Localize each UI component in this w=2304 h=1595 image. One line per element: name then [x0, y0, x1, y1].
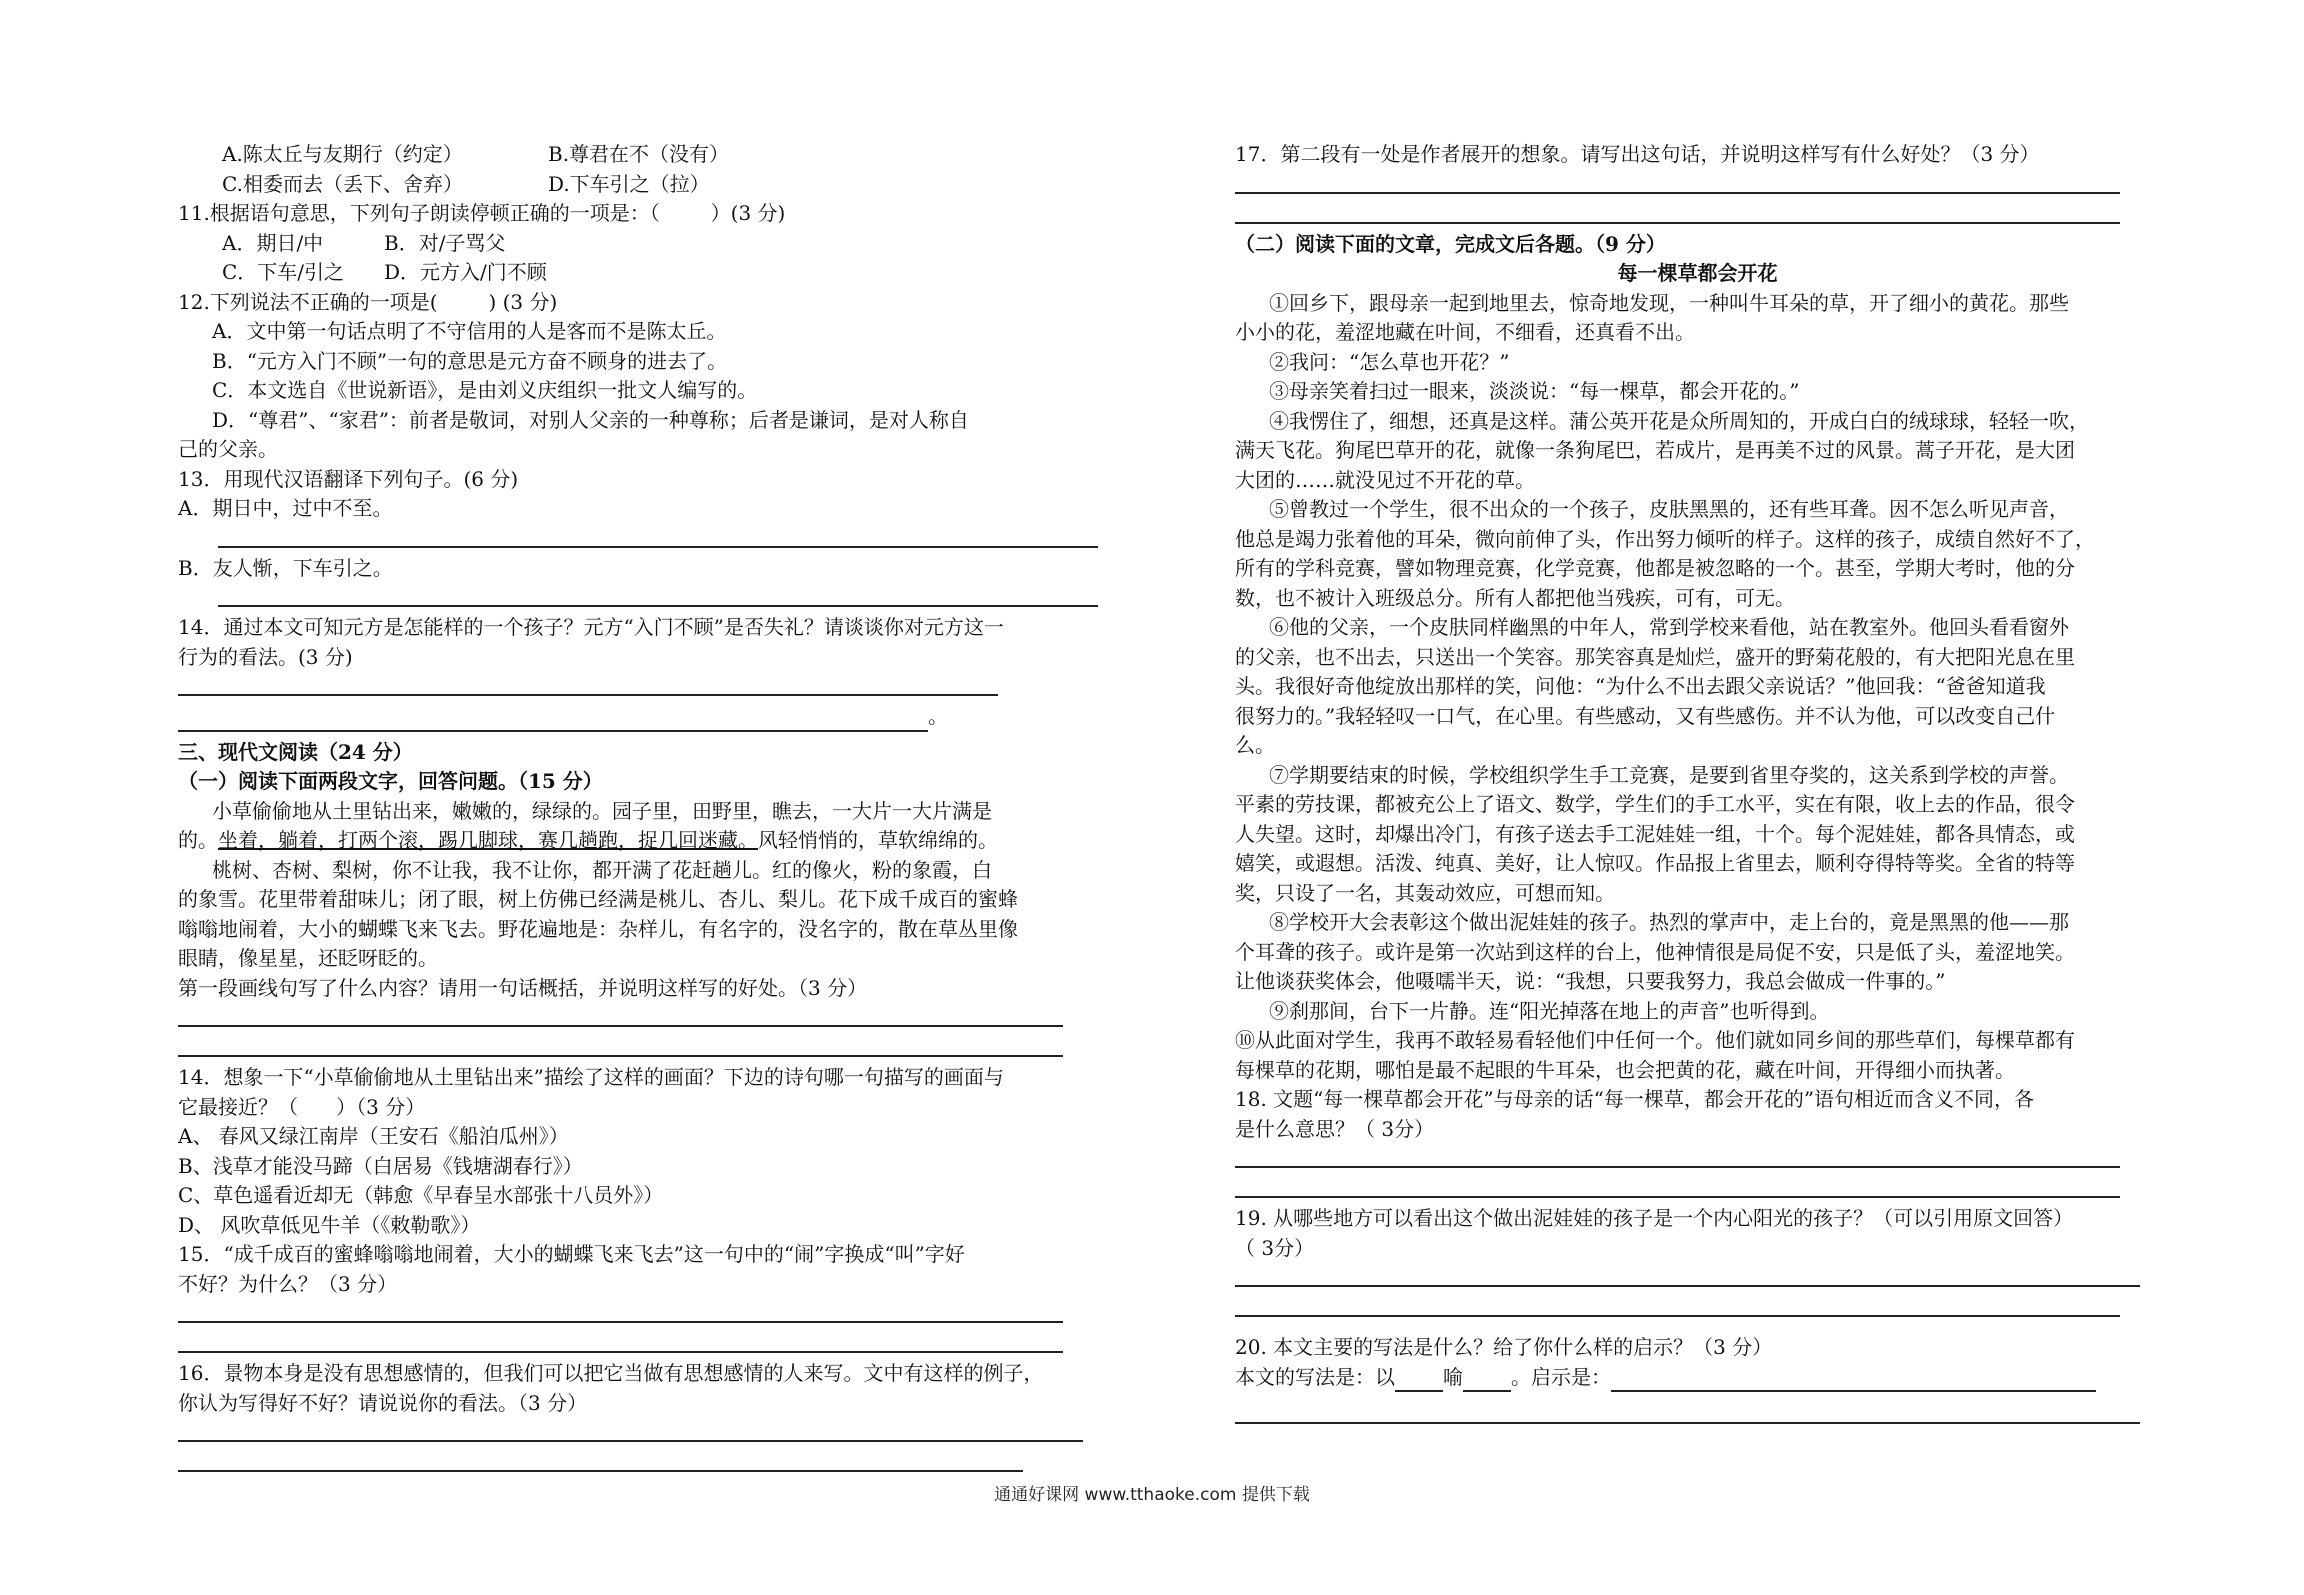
spacer	[1235, 1323, 2160, 1333]
q16-answer-line2[interactable]	[178, 1448, 1023, 1472]
q15-answer-line1[interactable]	[178, 1299, 1063, 1323]
q20-blank-1[interactable]	[1395, 1368, 1443, 1392]
q16-stem-line2: 你认为写得好不好？请说说你的看法。（3 分）	[178, 1390, 588, 1415]
article-line-19: 人失望。这时，却爆出冷门，有孩子送去手工泥娃娃一组，十个。每个泥娃娃，都各具情态，或	[1235, 821, 2075, 846]
article-line-12: ⑥他的父亲，一个皮肤同样幽黑的中年人，常到学校来看他，站在教室外。他回头看看窗外	[1269, 615, 2069, 639]
q17-answer-line2[interactable]	[1235, 200, 2120, 224]
q17-stem: 17．第二段有一处是作者展开的想象。请写出这句话，并说明这样写有什么好处？（3 分）	[1235, 142, 2040, 166]
article-line-22: ⑧学校开大会表彰这个做出泥娃娃的孩子。热烈的掌声中，走上台的，竟是黑黑的他——那	[1269, 910, 2069, 934]
article-line-24: 让他谈获奖体会，他嗫嚅半天，说：“我想，只要我努力，我总会做成一件事的。”	[1235, 969, 1946, 993]
passage1-para1-line2	[178, 826, 1098, 856]
article-line-11: 数，也不被计入班级总分。所有人都把他当残疾，可有，可无。	[1235, 585, 1795, 610]
article-line-25: ⑨刹那间，台下一片静。连“阳光掉落在地上的声音”也听得到。	[1269, 998, 1830, 1023]
q10-option-d: D.下车引之（拉）	[548, 171, 710, 196]
q20-metaphor-label: 喻	[1443, 1364, 1463, 1389]
q12-stem: 12.下列说法不正确的一项是( ) (3 分)	[178, 289, 558, 314]
q18-stem-line2: 是什么意思？（ 3分）	[1235, 1116, 1435, 1141]
q10-option-c: C.相委而去（丢下、舍弃）	[222, 171, 463, 196]
q10-options-row1	[178, 140, 1098, 170]
article-line-4: ③母亲笑着扫过一眼来，淡淡说：“每一棵草，都会开花的。”	[1269, 379, 1800, 403]
q13-stem: 13．用现代汉语翻译下列句子。(6 分)	[178, 466, 519, 491]
article-line-16: 么。	[1235, 733, 1275, 757]
article-line-20: 嬉笑，或遐想。活泼、纯真、美好，让人惊叹。作品报上省里去，顺利夺得特等奖。全省的特等	[1235, 851, 2075, 875]
right-column	[1235, 140, 2160, 1430]
q19-answer-line1[interactable]	[1235, 1263, 2140, 1287]
q16-stem-line1: 16．景物本身是没有思想感情的，但我们可以把它当做有思想感情的人来写。文中有这样的例子，	[178, 1361, 1044, 1385]
q20-method-label: 本文的写法是：以	[1235, 1364, 1395, 1389]
q15-stem-line1: 15．“成千成百的蜜蜂嗡嗡地闹着，大小的蝴蝶飞来飞去”这一句中的“闹”字换成“叫”字好	[178, 1242, 965, 1266]
article-line-27: 每棵草的花期，哪怕是最不起眼的牛耳朵，也会把黄的花，藏在叶间，开得细小而执著。	[1235, 1057, 2015, 1082]
q20-answer-line[interactable]	[1235, 1400, 2140, 1424]
q14b-option-b: B、浅草才能没马蹄（白居易《钱塘湖春行》）	[178, 1153, 583, 1178]
q14a-period: 。	[928, 704, 948, 728]
q11-stem: 11.根据语句意思，下列句子朗读停顿正确的一项是：（ ）(3 分)	[178, 201, 786, 225]
q-first-answer-line1[interactable]	[178, 1003, 1063, 1027]
q14a-stem-line1: 14．通过本文可知元方是怎能样的一个孩子？元方“入门不顾”是否失礼？请谈谈你对元方这一	[178, 615, 1004, 639]
subsection2-title: （二）阅读下面的文章，完成文后各题。（9 分）	[1235, 231, 1666, 256]
article-line-10: 所有的学科竞赛，譬如物理竞赛，化学竞赛，他都是被忽略的一个。甚至，学期大考时，他的分	[1235, 556, 2075, 580]
article-line-2: 小小的花，羞涩地藏在叶间，不细看，还真看不出。	[1235, 320, 1695, 344]
article-line-18: 平素的劳技课，都被充公上了语文、数学，学生们的手工水平，实在有限，收上去的作品，很令	[1235, 792, 2075, 816]
q12-option-d-line2: 己的父亲。	[178, 437, 278, 461]
q14a-answer-row2	[178, 702, 1098, 732]
q14a-answer-line1[interactable]	[178, 672, 998, 696]
article-line-26: ⑩从此面对学生，我再不敢轻易看轻他们中任何一个。他们就如同乡间的那些草们，每棵草都有	[1235, 1028, 2075, 1052]
q11-option-b: B．对/子骂父	[384, 230, 506, 255]
footer-source: 通通好课网 www.tthaoke.com 提供下载	[994, 1485, 1310, 1505]
passage1-para2-line4: 眼睛，像星星，还眨呀眨的。	[178, 946, 438, 970]
q14b-option-d: D、 风吹草低见牛羊（《敕勒歌》）	[178, 1212, 481, 1237]
article-line-1: ①回乡下，跟母亲一起到地里去，惊奇地发现，一种叫牛耳朵的草，开了细小的黄花。那些	[1269, 290, 2069, 315]
q10-option-b: B.尊君在不（没有）	[548, 142, 730, 166]
q18-answer-line2[interactable]	[1235, 1174, 2120, 1198]
q11-option-a: A．期日/中	[222, 230, 324, 255]
q10-options-row2	[178, 170, 1098, 200]
q19-stem-line2: （ 3分）	[1235, 1235, 1315, 1260]
q10-option-a: A.陈太丘与友期行（约定）	[222, 142, 463, 166]
q19-stem-line1: 19. 从哪些地方可以看出这个做出泥娃娃的孩子是一个内心阳光的孩子？（可以引用原文回答）	[1235, 1206, 2074, 1230]
q14a-stem-line2: 行为的看法。(3 分)	[178, 644, 353, 669]
q12-option-a: A．文中第一句话点明了不守信用的人是客而不是陈太丘。	[212, 319, 727, 343]
passage1-para2-line1: 桃树、杏树、梨树，你不让我，我不让你，都开满了花赶趟儿。红的像火，粉的象霞，白	[212, 857, 992, 882]
article-line-6: 满天飞花。狗尾巴草开的花，就像一条狗尾巴，若成片，是再美不过的风景。蒿子开花，是大团	[1235, 438, 2075, 462]
q12-option-c: C．本文选自《世说新语》，是由刘义庆组织一批文人编写的。	[212, 378, 758, 402]
q20-blank-3[interactable]	[1611, 1368, 2096, 1392]
question-first-para: 第一段画线句写了什么内容？请用一句话概括，并说明这样写的好处。（3 分）	[178, 975, 868, 1000]
article-line-7: 大团的……就没见过不开花的草。	[1235, 467, 1535, 492]
passage1-suffix: 风轻悄悄的，草软绵绵的。	[758, 828, 998, 852]
q20-stem: 20. 本文主要的写法是什么？给了你什么样的启示？（3 分）	[1235, 1335, 1773, 1359]
q11-options-row1	[178, 229, 1098, 259]
q16-answer-line1[interactable]	[178, 1418, 1083, 1442]
q-first-answer-line2[interactable]	[178, 1033, 1063, 1057]
q11-option-d: D．元方入/门不顾	[384, 260, 547, 284]
q11-options-row2	[178, 258, 1098, 288]
q20-blank-2[interactable]	[1463, 1368, 1511, 1392]
article-line-15: 很努力的。”我轻轻叹一口气，在心里。有些感动，又有些感伤。并不认为他，可以改变自己什	[1235, 703, 2056, 728]
article-title: 每一棵草都会开花	[1617, 261, 1778, 285]
article-line-5: ④我愣住了，细想，还真是这样。蒲公英开花是众所周知的，开成白白的绒球球，轻轻一吹，	[1269, 408, 2089, 433]
q18-stem-line1: 18. 文题“每一棵草都会开花”与母亲的话“每一棵草，都会开花的”语句相近而含义不同，各	[1235, 1087, 2035, 1111]
q14b-stem-line1: 14．想象一下“小草偷偷地从土里钻出来”描绘了这样的画面？下边的诗句哪一句描写的画面与	[178, 1065, 1004, 1089]
q13-item-b: B．友人惭，下车引之。	[178, 555, 393, 580]
article-line-23: 个耳聋的孩子。或许是第一次站到这样的台上，他神情很是局促不安，只是低了头，羞涩地笑。	[1235, 939, 2075, 964]
article-line-21: 奖，只设了一名，其轰动效应，可想而知。	[1235, 880, 1615, 905]
q19-answer-line2[interactable]	[1235, 1293, 2120, 1317]
article-line-8: ⑤曾教过一个学生，很不出众的一个孩子，皮肤黑黑的，还有些耳聋。因不怎么听见声音，	[1269, 497, 2069, 521]
q20-inspiration-label: 。启示是：	[1511, 1364, 1611, 1389]
q13b-answer-line[interactable]	[218, 583, 1098, 607]
left-column	[178, 140, 1098, 1478]
q12-option-d-line1: D．“尊君”、“家君”：前者是敬词，对别人父亲的一种尊称；后者是谦词，是对人称自	[212, 407, 969, 432]
passage1-para1-line1: 小草偷偷地从土里钻出来，嫩嫩的，绿绿的。园子里，田野里，瞧去，一大片一大片满是	[212, 798, 992, 823]
passage1-prefix: 的。	[178, 828, 218, 852]
q20-fill-row	[1235, 1363, 2160, 1393]
article-line-3: ②我问：“怎么草也开花？”	[1269, 349, 1510, 374]
q14b-option-a: A、 春风又绿江南岸（王安石《船泊瓜州》）	[178, 1124, 569, 1148]
article-line-14: 头。我很好奇他绽放出那样的笑，问他：“为什么不出去跟父亲说话？”他回我：“爸爸知道我	[1235, 674, 2046, 698]
passage1-para2-line2: 的象雪。花里带着甜味儿；闭了眼，树上仿佛已经满是桃儿、杏儿、梨儿。花下成千成百的蜜蜂	[178, 887, 1018, 911]
q15-answer-line2[interactable]	[178, 1329, 1063, 1353]
q12-option-b: B．“元方入门不顾”一句的意思是元方奋不顾身的进去了。	[212, 348, 728, 373]
q15-stem-line2: 不好？为什么？（3 分）	[178, 1271, 398, 1296]
q17-answer-line1[interactable]	[1235, 170, 2120, 194]
passage1-para2-line3: 嗡嗡地闹着，大小的蝴蝶飞来飞去。野花遍地是：杂样儿，有名字的，没名字的，散在草丛里像	[178, 916, 1018, 941]
section3-title: 三、现代文阅读（24 分）	[178, 739, 413, 764]
q13-item-a: A．期日中，过中不至。	[178, 496, 393, 520]
q14b-option-c: C、草色遥看近却无（韩愈《早春呈水部张十八员外》）	[178, 1183, 664, 1207]
q18-answer-line1[interactable]	[1235, 1144, 2120, 1168]
q11-option-c: C．下车/引之	[222, 260, 345, 284]
q14a-answer-line2[interactable]	[178, 708, 928, 732]
q14b-stem-line2: 它最接近？（ ）（3 分）	[178, 1094, 426, 1119]
article-line-13: 的父亲，也不出去，只送出一个笑容。那笑容真是灿烂，盛开的野菊花般的，有大把阳光息在里	[1235, 644, 2075, 669]
q13a-answer-line[interactable]	[218, 524, 1098, 548]
article-line-9: 他总是竭力张着他的耳朵，微向前伸了头，作出努力倾听的样子。这样的孩子，成绩自然好不了，	[1235, 526, 2095, 551]
underlined-sentence: 坐着，躺着，打两个滚，踢几脚球，赛几趟跑，捉几回迷藏。	[218, 828, 758, 852]
subsection1-title: （一）阅读下面两段文字，回答问题。（15 分）	[178, 769, 603, 793]
article-line-17: ⑦学期要结束的时候，学校组织学生手工竞赛，是要到省里夺奖的，这关系到学校的声誉。	[1269, 762, 2069, 787]
